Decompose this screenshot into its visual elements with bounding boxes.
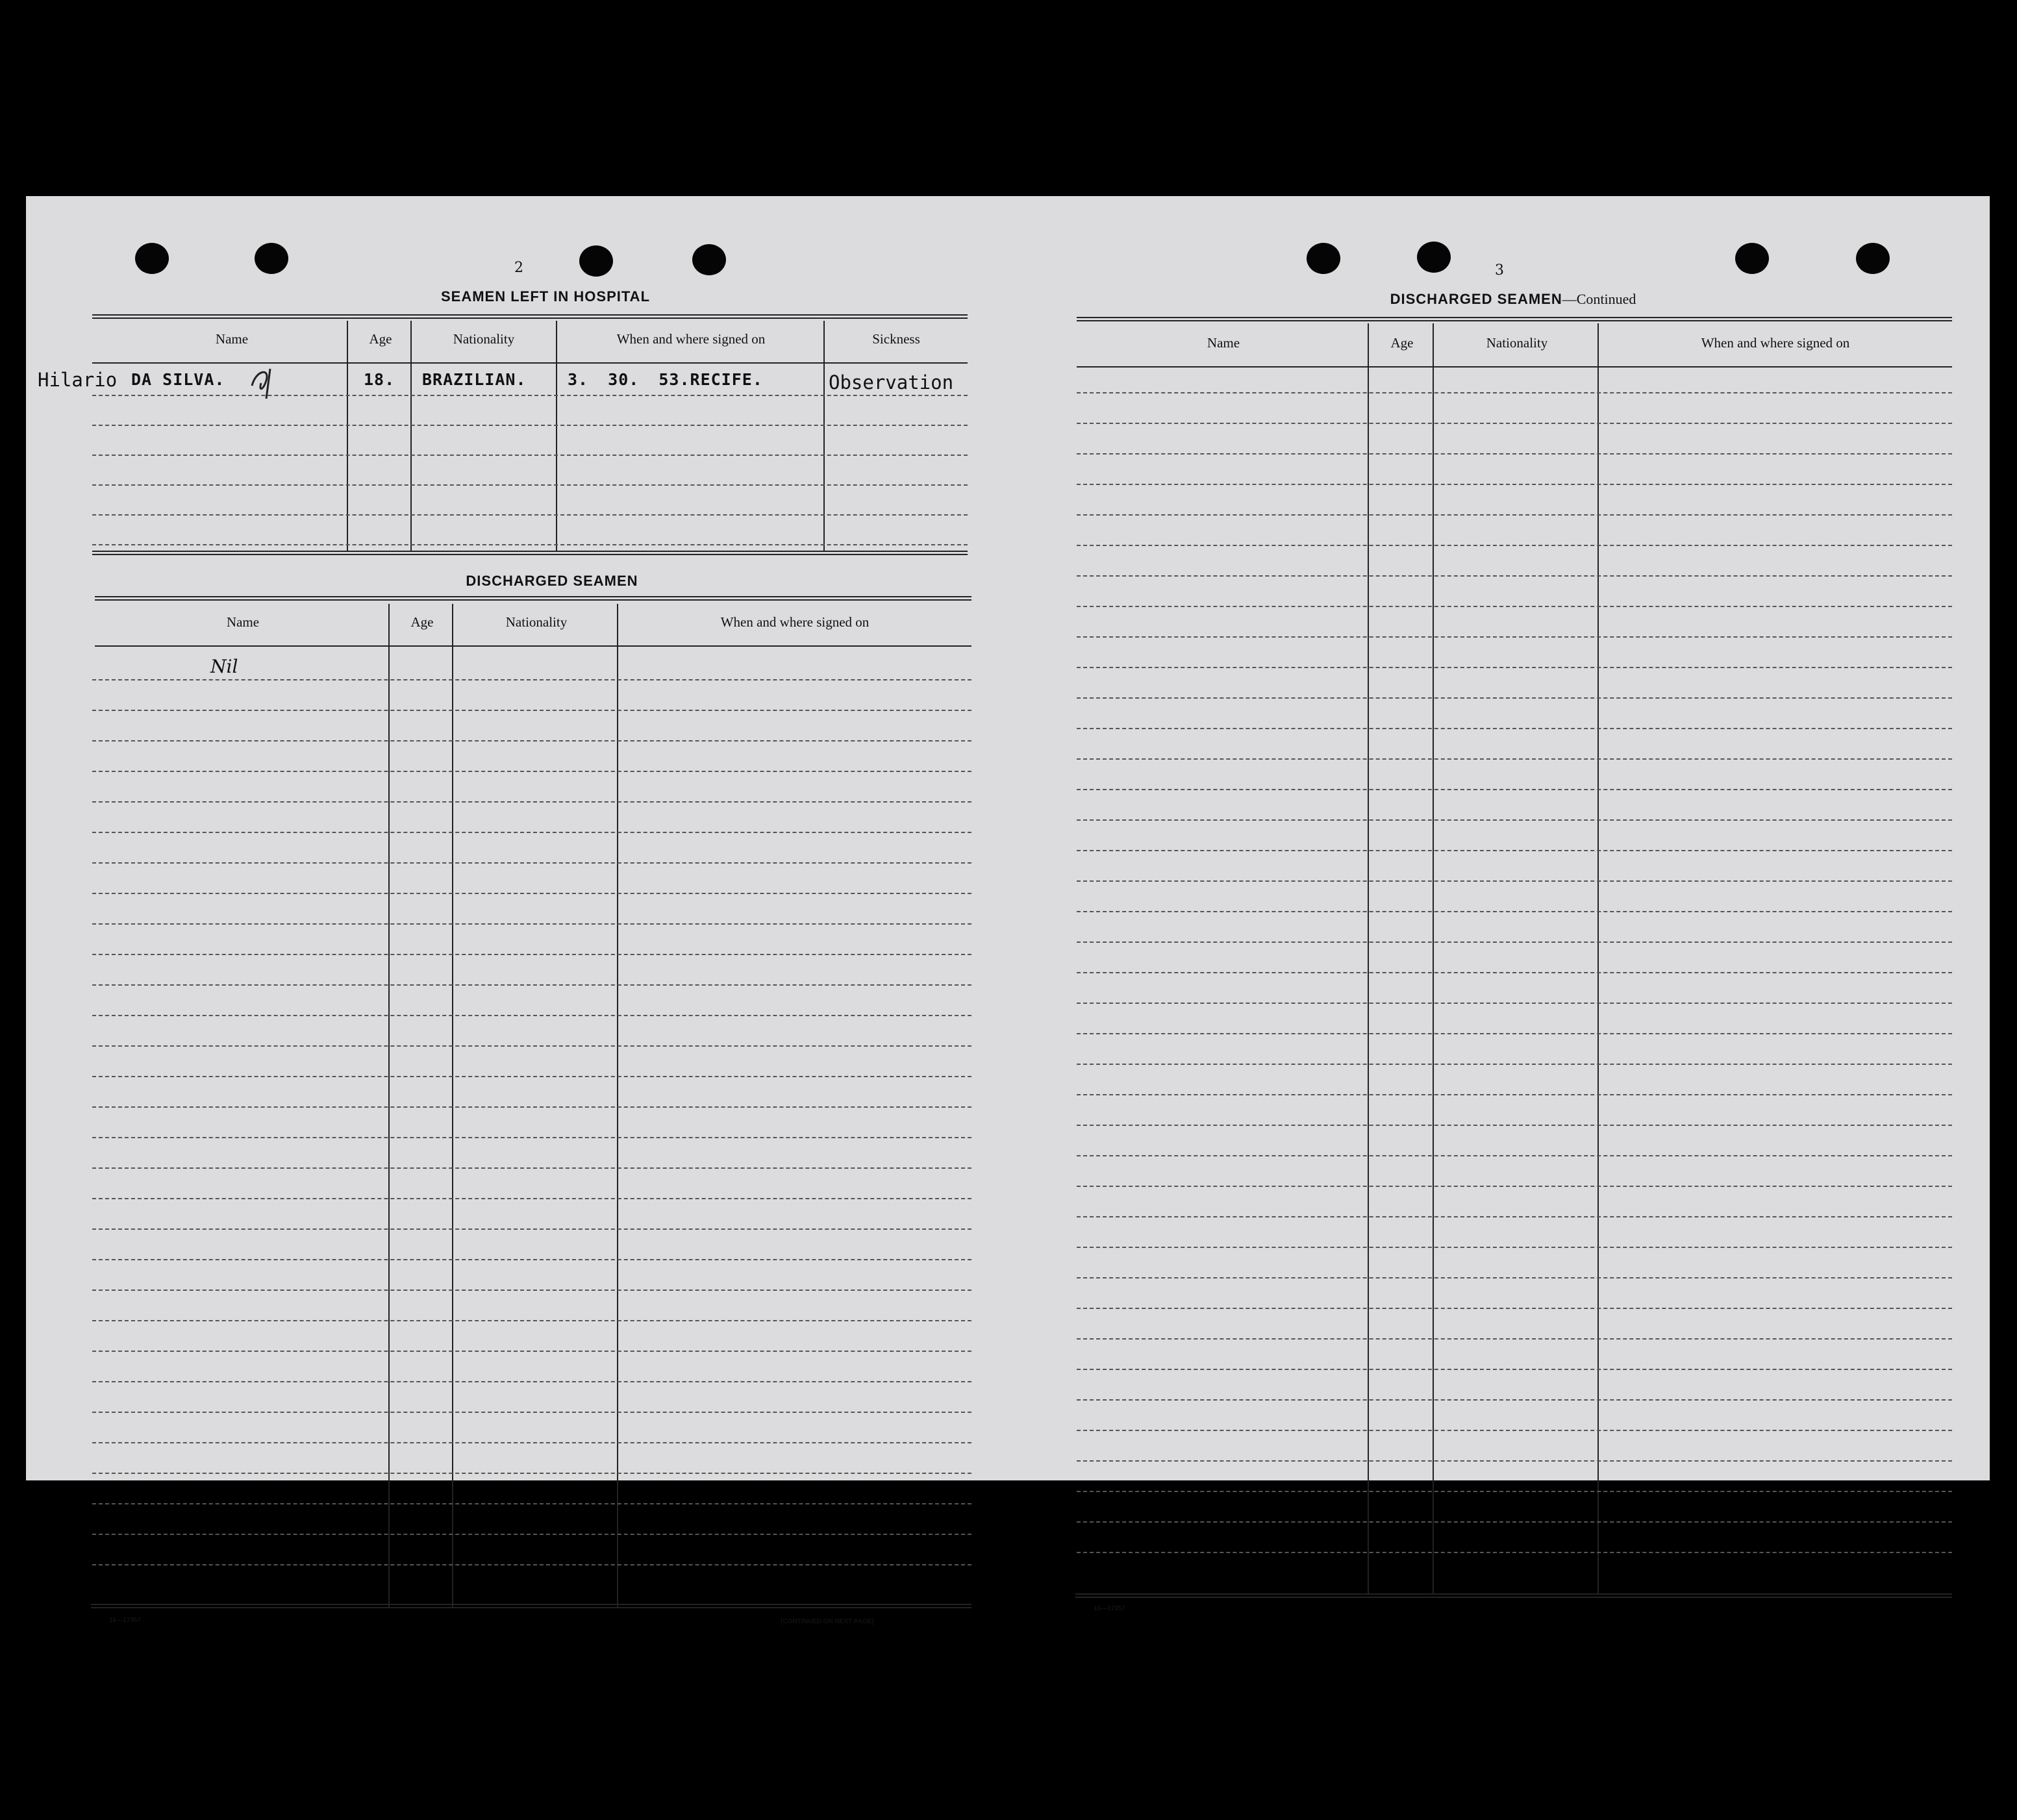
column-header-signed-on: When and where signed on [720,614,870,630]
column-divider [617,604,618,1608]
row-line [1077,1216,1952,1217]
row-line [1077,453,1952,455]
row-line [1077,1521,1952,1523]
punch-hole [255,243,288,274]
title-suffix: —Continued [1562,291,1636,307]
row-line [1077,972,1952,973]
column-header-age: Age [369,331,392,347]
row-line [1077,1277,1952,1278]
row-line [1077,1094,1952,1095]
row-line [92,1106,971,1108]
row-line [1077,514,1952,516]
row-line [92,1167,971,1169]
column-header-nationality: Nationality [1486,335,1548,351]
header-bottom-rule [92,362,968,364]
page-number-left: 2 [514,260,523,276]
table-bottom-rule [91,1604,971,1608]
row-line [92,1320,971,1321]
row-line [1077,1399,1952,1401]
row-line [92,1503,971,1504]
row-line [1077,1186,1952,1187]
column-header-age: Age [410,614,434,630]
row-line [1077,758,1952,760]
row-line [92,1290,971,1291]
hospital-nationality: BRAZILIAN. [422,370,527,389]
column-header-sickness: Sickness [872,331,920,347]
row-line [1077,636,1952,638]
row-line [1077,880,1952,882]
row-line [92,1198,971,1199]
row-line [1077,1155,1952,1156]
row-line [92,1228,971,1230]
row-line [1077,1125,1952,1126]
row-line [1077,1430,1952,1431]
column-divider [556,321,557,552]
row-line [92,1137,971,1138]
title-main: DISCHARGED SEAMEN [1390,291,1562,307]
row-line [92,740,971,742]
section-title-discharged: DISCHARGED SEAMEN [466,573,638,589]
table-top-rule [1077,317,1952,321]
row-line [1077,819,1952,821]
row-line [1077,1247,1952,1248]
punch-hole [692,244,726,275]
row-line [1077,545,1952,546]
row-line [92,1473,971,1474]
table-top-rule [92,314,968,319]
row-line [92,801,971,803]
row-line [92,1564,971,1565]
row-line [92,923,971,925]
row-line [1077,697,1952,699]
row-line [92,1351,971,1352]
row-line [1077,728,1952,729]
column-header-nationality: Nationality [505,614,568,630]
hospital-name-typed: DA SILVA. [131,370,225,389]
hospital-sickness: Observation [829,371,954,393]
row-line [1077,789,1952,790]
row-line [1077,941,1952,943]
row-line [92,832,971,833]
row-line [92,1259,971,1260]
row-line [92,1076,971,1077]
column-header-signed-on: When and where signed on [616,331,766,347]
continued-note: [CONTINUED ON NEXT PAGE] [781,1618,874,1625]
punch-hole [579,245,613,277]
row-line [1077,1491,1952,1492]
row-line [1077,1369,1952,1370]
row-line [92,1442,971,1443]
row-line [92,1381,971,1382]
column-divider [410,321,412,552]
row-line [1077,911,1952,912]
row-line [1077,667,1952,668]
header-bottom-rule [95,645,971,647]
table-top-rule [95,596,971,601]
row-line [1077,850,1952,851]
row-line [1077,392,1952,393]
row-line [92,1045,971,1047]
row-line [1077,1308,1952,1309]
hospital-name-handwritten: Hilario [38,369,118,391]
column-header-age: Age [1390,335,1414,351]
row-line [1077,575,1952,577]
row-line [92,395,968,396]
column-divider [347,321,348,552]
row-line [1077,423,1952,424]
row-line [92,679,971,680]
column-header-signed-on: When and where signed on [1701,335,1850,351]
row-line [92,1412,971,1413]
punch-hole [135,243,169,274]
check-mark-icon [247,364,286,403]
row-line [1077,1338,1952,1340]
column-header-nationality: Nationality [453,331,515,347]
row-line [92,893,971,894]
column-divider [452,604,453,1608]
row-line [92,862,971,864]
row-line [92,425,968,426]
punch-hole [1307,243,1340,274]
row-line [92,1015,971,1016]
row-line [92,771,971,772]
section-title-hospital: SEAMEN LEFT IN HOSPITAL [440,288,651,305]
row-line [92,1534,971,1535]
row-line [1077,1003,1952,1004]
punch-hole [1735,243,1769,274]
row-line [1077,1033,1952,1034]
row-line [92,710,971,711]
row-line [1077,1460,1952,1462]
discharged-name-note: Nil [210,656,238,677]
column-divider [823,321,825,552]
punch-hole [1417,242,1451,273]
row-line [92,514,968,516]
column-header-name: Name [226,614,260,630]
row-line [1077,606,1952,607]
section-title-discharged-continued [1078,291,1948,308]
row-line [92,984,971,986]
document-sheet [26,196,1990,1625]
page-number-right: 3 [1495,262,1504,279]
form-number: 16—17357 [109,1617,141,1624]
form-number: 16—17357 [1094,1605,1125,1612]
hospital-signed-on: 3. 30. 53.RECIFE. [568,370,763,389]
punch-hole [1856,243,1890,274]
column-header-name: Name [215,331,249,347]
hospital-age: 18. [364,370,395,389]
row-line [92,954,971,955]
table-bottom-rule [92,551,968,555]
row-line [92,455,968,456]
column-header-name: Name [1207,335,1240,351]
row-line [1077,484,1952,485]
column-divider [388,604,390,1608]
row-line [1077,1552,1952,1553]
header-bottom-rule [1077,366,1952,368]
row-line [92,484,968,486]
table-bottom-rule [1075,1593,1952,1598]
row-line [1077,1064,1952,1065]
row-line [92,544,968,545]
